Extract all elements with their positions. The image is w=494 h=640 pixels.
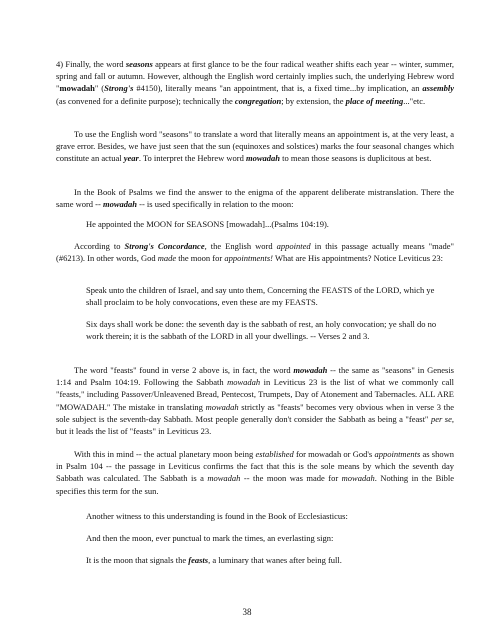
paragraph-another-witness: Another witness to this understanding is found in the Book of Ecclesiasticus: xyxy=(86,511,348,521)
paragraph-strongs: According to Strong's Concordance, the English word appointed in this passage actually means "made" (#6213). In other words, God made the moon for appointments! What are His appointments? Notice Leviticus 23: xyxy=(56,241,454,264)
quote-ecclesiasticus-times: And then the moon, ever punctual to mark the times, an everlasting sign: xyxy=(86,533,334,543)
paragraph-feasts-mowadah: The word "feasts" found in verse 2 above is, in fact, the word mowadah -- the same as "seasons" in Genesis 1:14 and Psalm 104:19. Following the Sabbath mowadah in Leviticus 23 is the list of what we commonly call "feasts," including Passover/Unleavened Bread, Pentecost, Trumpets, Day of Atonement and Tabernacles. ALL ARE "MOWADAH." The mistake in translating mowadah strictly as "feasts" becomes very obvious when in verse 3 the sole subject is the seventh-day Sabbath. Most people generally don't consider the Sabbath as being a "feast" per se, but it leads the list of "feasts" in Leviticus 23. xyxy=(56,365,454,437)
paragraph-seasons-intro: 4) Finally, the word seasons appears at first glance to be the four radical weather shifts each year -- winter, summer, spring and fall or autumn. However, although the English word certainly implies such, the underlying Hebrew word "mowadah" (Strong's #4150), literally means "an appointment, that is, a fixed time...by implication, an assembly (as convened for a definite purpose); technically the congregation; by extension, the place of meeting..."etc. xyxy=(56,59,455,106)
quote-leviticus-sabbath: Six days shall work be done: the seventh day is the sabbath of rest, an holy convocation; ye shall do no work therein; it is the sabbath of the LORD in all your dwellings. -- Verses 2 and 3. xyxy=(86,319,437,342)
page-number: 38 xyxy=(242,607,252,617)
paragraph-planetary-moon: With this in mind -- the actual planetary moon being established for mowadah or God's appointments as shown in Psalm 104 -- the passage in Leviticus confirms the fact that this is the sole means by which the seventh day Sabbath was calculated. The Sabbath is a mowadah -- the moon was made for mowadah. Nothing in the Bible specifies this term for the sun. xyxy=(56,449,455,496)
paragraph-psalms: In the Book of Psalms we find the answer to the enigma of the apparent deliberate mistranslation. There the same word -- mowadah -- is used specifically in relation to the moon: xyxy=(56,187,454,210)
quote-ecclesiasticus-feasts: It is the moon that signals the feasts, a luminary that wanes after being full. xyxy=(86,555,342,565)
quote-leviticus-feasts: Speak unto the children of Israel, and say unto them, Concerning the FEASTS of the LORD, which ye shall proclaim to be holy convocations, even these are my FEASTS. xyxy=(86,285,435,308)
paragraph-grave-error: To use the English word "seasons" to translate a word that literally means an appointment is, at the very least, a grave error. Besides, we have just seen that the sun (equinoxes and solstices) marks the four seasonal changes which constitute an actual year. To interpret the Hebrew word mowadah to mean those seasons is duplicitous at best. xyxy=(56,129,454,164)
quote-psalms-104-19: He appointed the MOON for SEASONS [mowadah]...(Psalms 104:19). xyxy=(86,219,329,229)
